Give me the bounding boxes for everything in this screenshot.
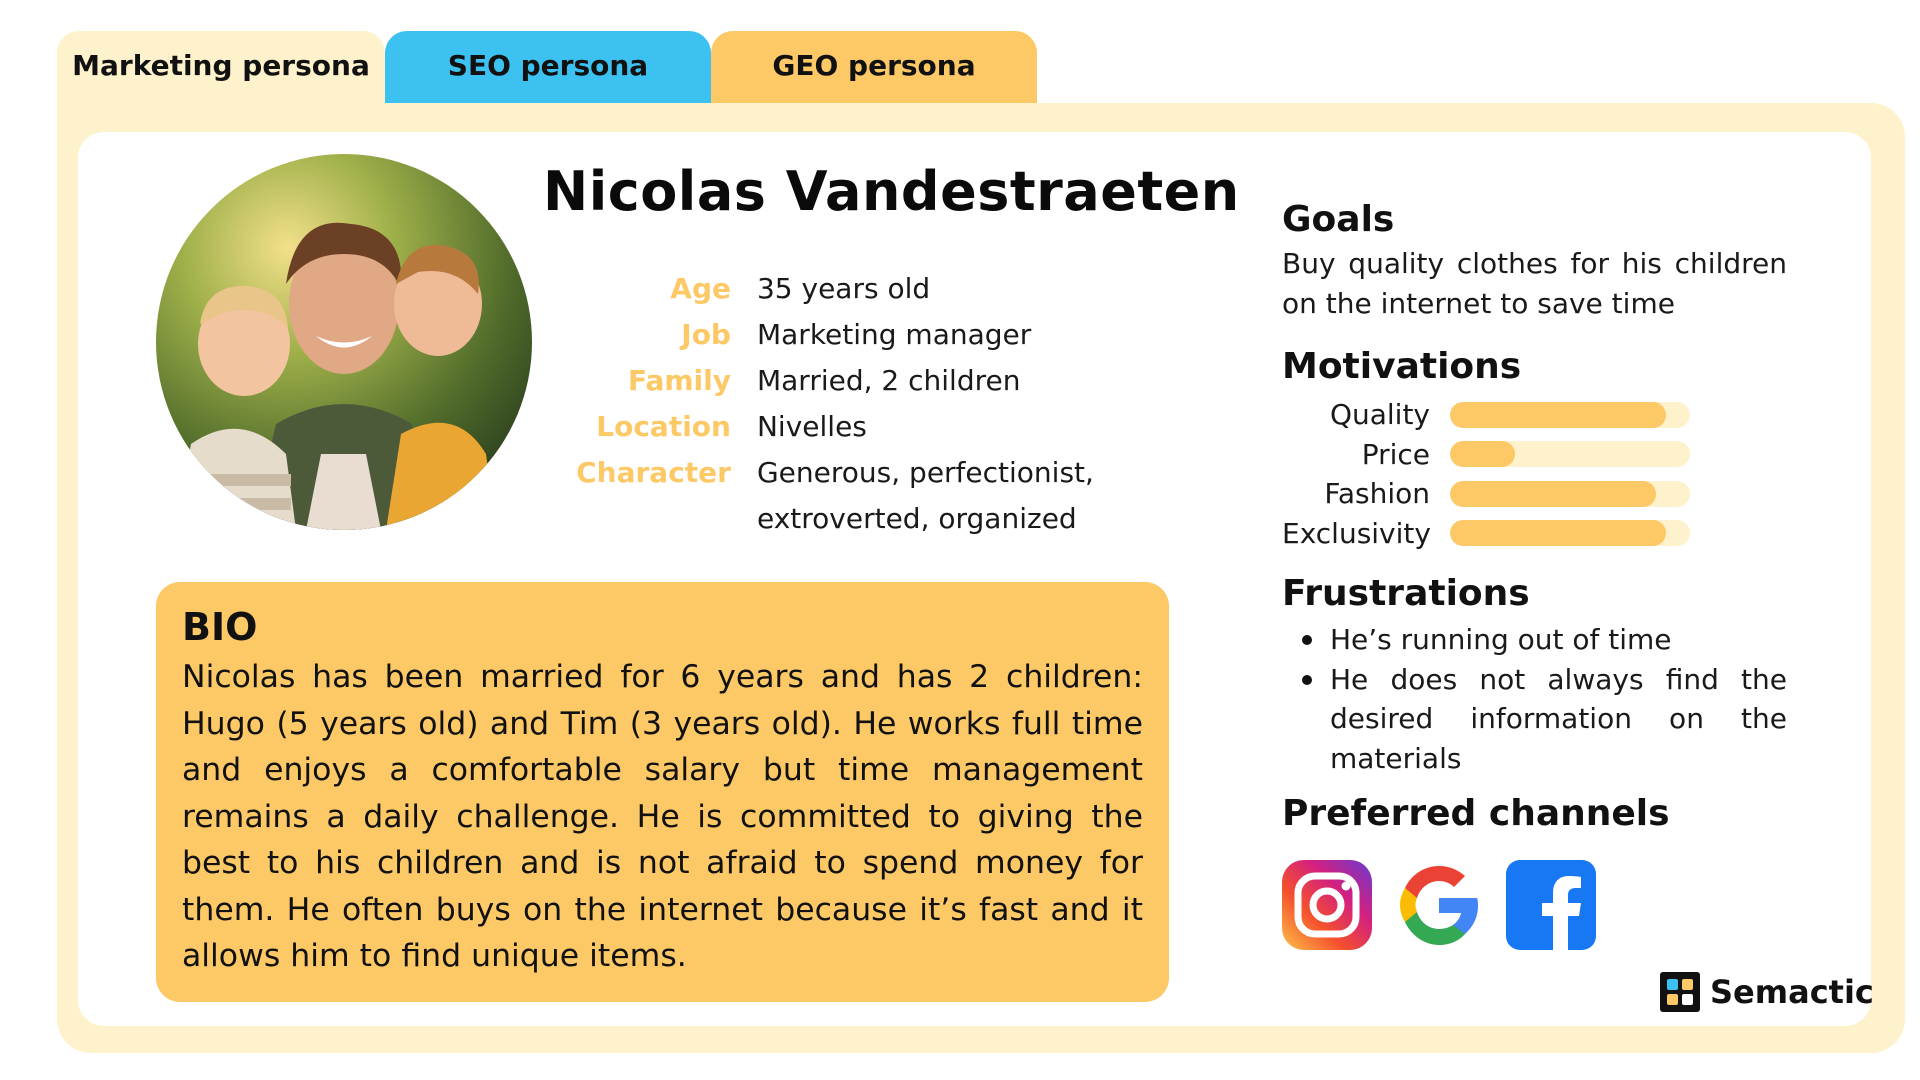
tab-seo-persona[interactable]: SEO persona <box>385 31 711 103</box>
fact-age <box>570 266 1130 312</box>
fact-value: Nivelles <box>756 410 867 443</box>
motivation-bar-fill <box>1450 402 1666 428</box>
tab-geo-persona[interactable]: GEO persona <box>711 31 1037 103</box>
motivation-label: Price <box>1361 437 1430 471</box>
motivation-bar <box>1450 441 1690 467</box>
fact-label: Location <box>596 410 731 443</box>
channels-section <box>1282 790 1802 950</box>
facebook-icon[interactable] <box>1506 860 1596 950</box>
motivations-title: Motivations <box>1282 346 1522 387</box>
fact-job <box>570 312 1130 358</box>
motivation-list <box>1282 395 1802 553</box>
frustrations-section <box>1282 570 1802 778</box>
motivation-label: Exclusivity <box>1282 516 1431 550</box>
motivation-label: Fashion <box>1324 477 1430 511</box>
tab-marketing-persona[interactable]: Marketing persona <box>57 31 385 103</box>
frustration-list <box>1282 620 1802 778</box>
brand-name: Semactic <box>1710 973 1874 1011</box>
persona-name: Nicolas Vandestraeten <box>543 160 1240 223</box>
persona-facts <box>570 266 1130 542</box>
google-icon[interactable] <box>1394 860 1484 950</box>
fact-value: Married, 2 children <box>756 364 1021 397</box>
motivation-bar-fill <box>1450 481 1656 507</box>
brand <box>1660 972 1874 1012</box>
motivation-bar-fill <box>1450 520 1666 546</box>
channel-icons <box>1282 860 1802 950</box>
motivation-bar <box>1450 520 1690 546</box>
bio-title: BIO <box>182 605 258 649</box>
fact-character <box>570 450 1130 542</box>
motivation-row <box>1282 514 1802 554</box>
persona-tabs <box>57 31 1037 103</box>
frustration-item: He does not always find the desired information on the materials <box>1282 660 1787 779</box>
goals-title: Goals <box>1282 199 1395 240</box>
motivation-bar <box>1450 402 1690 428</box>
fact-value: Marketing manager <box>756 318 1032 351</box>
fact-label: Job <box>681 318 731 351</box>
motivation-row <box>1282 435 1802 475</box>
bio-box <box>156 582 1169 1002</box>
fact-value: Generous, perfectionist, extroverted, organized <box>756 456 1094 535</box>
fact-location <box>570 404 1130 450</box>
motivation-bar-fill <box>1450 441 1515 467</box>
bio-text: Nicolas has been married for 6 years and has 2 children: Hugo (5 years old) and Tim (3 years old). He works full time and enjoys a comfortable salary but time management remains a daily challenge. He is committed to giving the best to his children and is not afraid to spend money for them. He often buys on the internet because it’s fast and it allows him to find unique items. <box>182 659 1143 974</box>
motivation-row <box>1282 395 1802 435</box>
motivations-section <box>1282 343 1802 553</box>
frustration-item: He’s running out of time <box>1282 620 1787 660</box>
motivation-label: Quality <box>1329 398 1430 432</box>
fact-value: 35 years old <box>756 272 931 305</box>
frustrations-title: Frustrations <box>1282 573 1530 614</box>
goals-text: Buy quality clothes for his children on the internet to save time <box>1282 247 1787 320</box>
fact-family <box>570 358 1130 404</box>
motivation-bar <box>1450 481 1690 507</box>
fact-label: Family <box>627 364 731 397</box>
goals-section <box>1282 196 1802 324</box>
channels-title: Preferred channels <box>1282 793 1670 834</box>
motivation-row <box>1282 474 1802 514</box>
semactic-logo-icon <box>1660 972 1700 1012</box>
instagram-icon[interactable] <box>1282 860 1372 950</box>
fact-label: Age <box>670 272 731 305</box>
persona-photo <box>156 154 532 530</box>
fact-label: Character <box>576 456 731 489</box>
